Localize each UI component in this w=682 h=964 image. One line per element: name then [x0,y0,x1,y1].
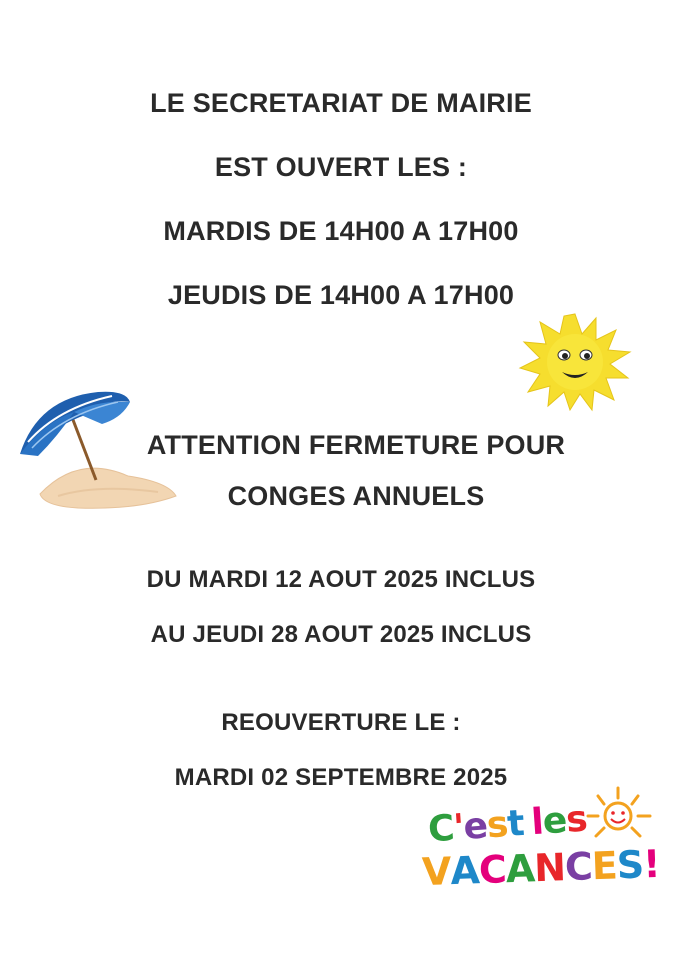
title-line-2: EST OUVERT LES : [214,152,468,182]
hours-thursday: JEUDIS DE 14H00 A 17H00 [167,280,515,310]
logo-letter: s [564,798,588,841]
closure-end: AU JEUDI 28 AOUT 2025 INCLUS [150,621,532,648]
logo-letter: t [505,802,525,845]
vacances-logo [420,784,660,914]
reopening-date: MARDI 02 SEPTEMBRE 2025 [174,764,508,791]
logo-letter: C [426,807,455,851]
logo-letter: E [591,843,618,889]
logo-letter [524,834,532,835]
logo-letter: C [478,847,507,893]
logo-letter: A [504,846,535,892]
logo-letter: ' [452,807,465,849]
closure-line-2: CONGES ANNUELS [227,481,485,511]
logo-letter: e [462,805,489,849]
logo-letter: s [485,804,509,847]
logo-letter: S [616,842,644,888]
logo-letter: V [421,849,452,895]
mini-sun-icon [580,784,656,848]
logo-letter: N [533,845,566,891]
closure-start: DU MARDI 12 AOUT 2025 INCLUS [146,566,536,593]
hours-tuesday: MARDIS DE 14H00 A 17H00 [163,216,519,246]
reopening-label: REOUVERTURE LE : [221,709,461,736]
title-line-1: LE SECRETARIAT DE MAIRIE [150,88,532,118]
logo-letter: A [449,848,480,894]
vacances-word-2 [421,842,660,894]
logo-letter: e [541,799,568,843]
logo-letter: l [530,801,545,844]
logo-letter: C [564,844,593,890]
logo-letter: ! [642,841,661,887]
vacances-word-1 [427,799,588,851]
closure-line-1: ATTENTION FERMETURE POUR [146,430,566,460]
smiling-sun-icon [518,312,632,412]
